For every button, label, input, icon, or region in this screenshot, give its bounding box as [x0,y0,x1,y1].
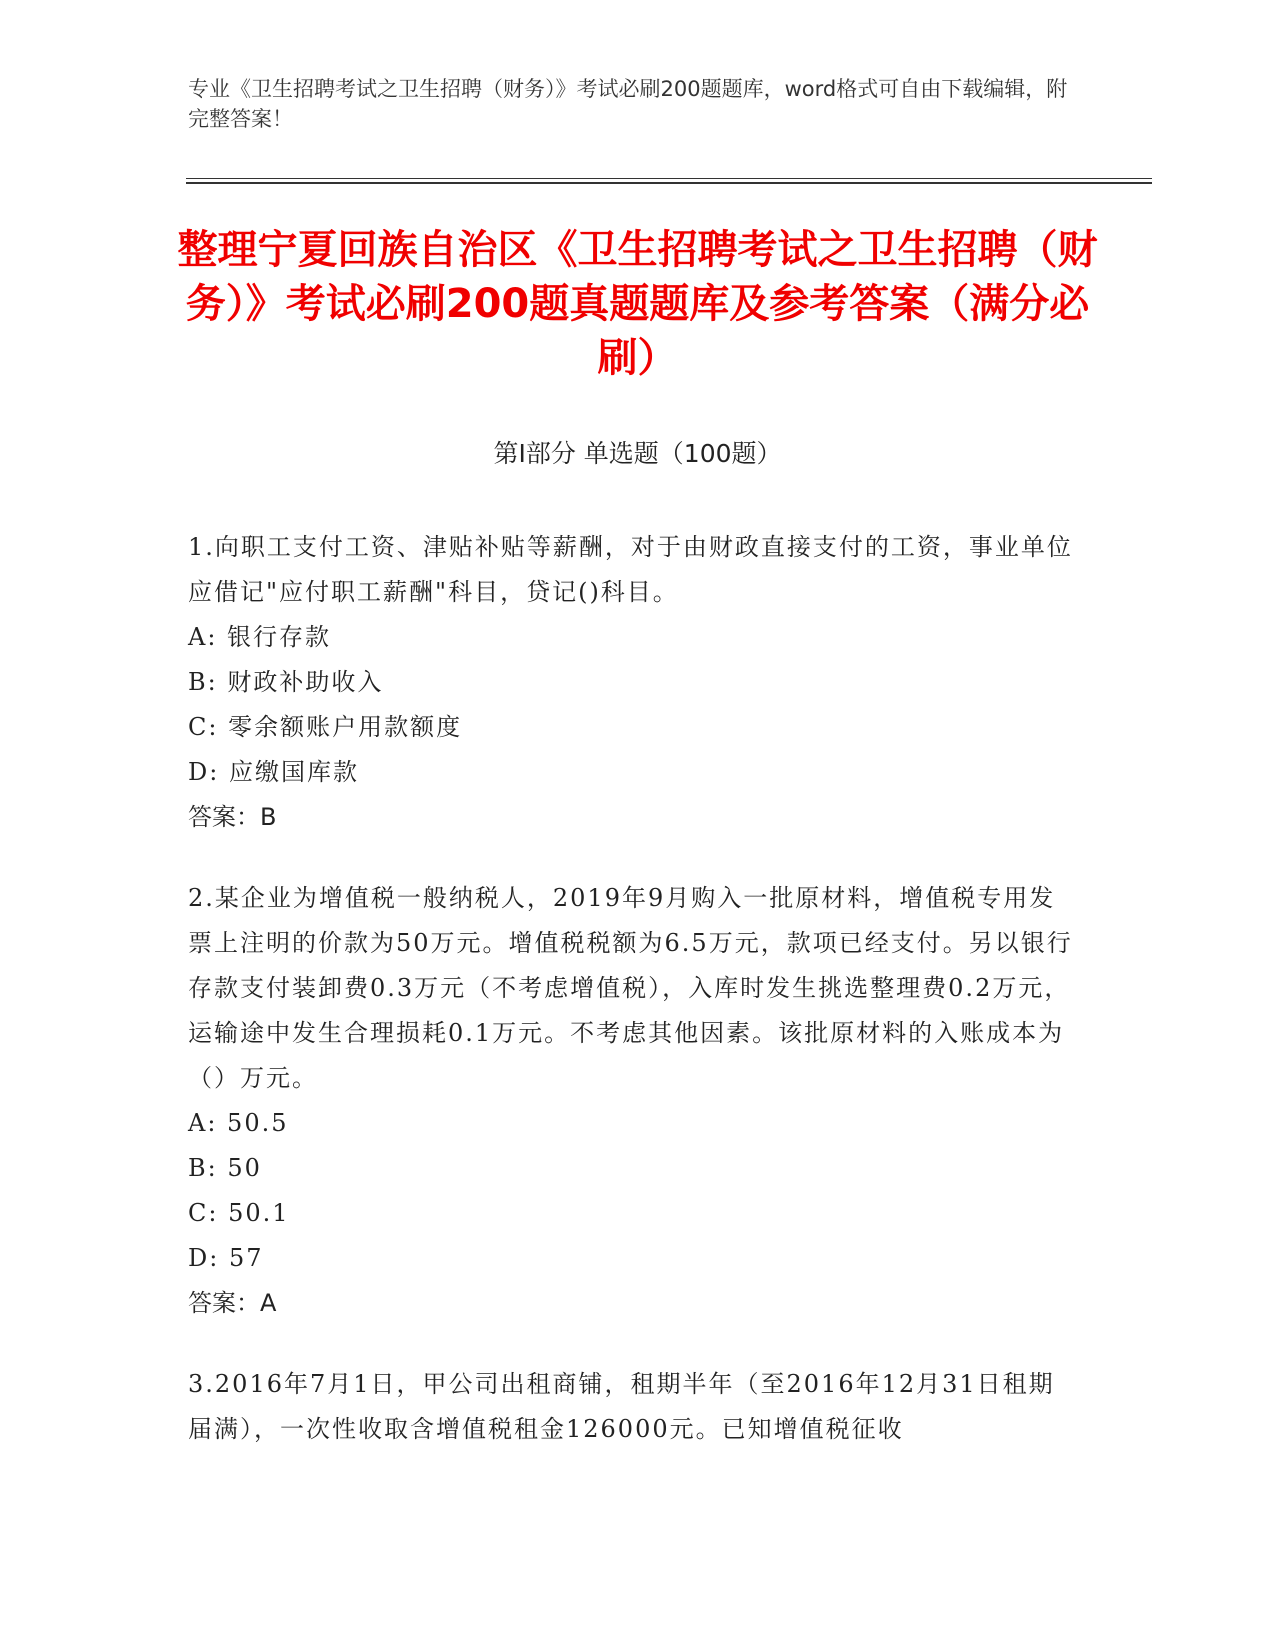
option-a: A: 50.5 [188,1109,289,1137]
option-c: C: 零余额账户用款额度 [188,713,463,741]
answer: 答案：B [188,803,277,831]
option-d: D: 应缴国库款 [188,758,359,786]
option-d: D: 57 [188,1244,264,1272]
question-1 [188,525,1078,840]
question-3 [188,1362,1078,1452]
answer: 答案：A [188,1289,277,1317]
question-stem: 2.某企业为增值税一般纳税人，2019年9月购入一批原材料，增值税专用发票上注明的价款为50万元。增值税税额为6.5万元，款项已经支付。另以银行存款支付装卸费0.3万元（不考虑增值税），入库时发生挑选整理费0.2万元，运输途中发生合理损耗0.1万元。不考虑其他因素。该批原材料的入账成本为（）万元。 [188,884,1073,1092]
question-stem: 1.向职工支付工资、津贴补贴等薪酬，对于由财政直接支付的工资，事业单位应借记"应付职工薪酬"科目，贷记()科目。 [188,533,1073,606]
question-2 [188,876,1078,1326]
question-stem: 3.2016年7月1日，甲公司出租商铺，租期半年（至2016年12月31日租期届满），一次性收取含增值税租金126000元。已知增值税征收 [188,1370,1055,1443]
header-note: 专业《卫生招聘考试之卫生招聘（财务）》考试必刷200题题库，word格式可自由下载编辑，附完整答案！ [188,77,1068,131]
header-divider [186,178,1152,179]
header-divider-thick [186,182,1152,184]
option-b: B: 财政补助收入 [188,668,384,696]
option-c: C: 50.1 [188,1199,290,1227]
document-title: 整理宁夏回族自治区《卫生招聘考试之卫生招聘（财务）》考试必刷200题真题题库及参考答案（满分必刷） [177,227,1098,381]
question-list [188,525,1078,1488]
option-a: A: 银行存款 [188,623,332,651]
option-b: B: 50 [188,1154,262,1182]
section-title: 第Ⅰ部分 单选题（100题） [493,439,782,468]
